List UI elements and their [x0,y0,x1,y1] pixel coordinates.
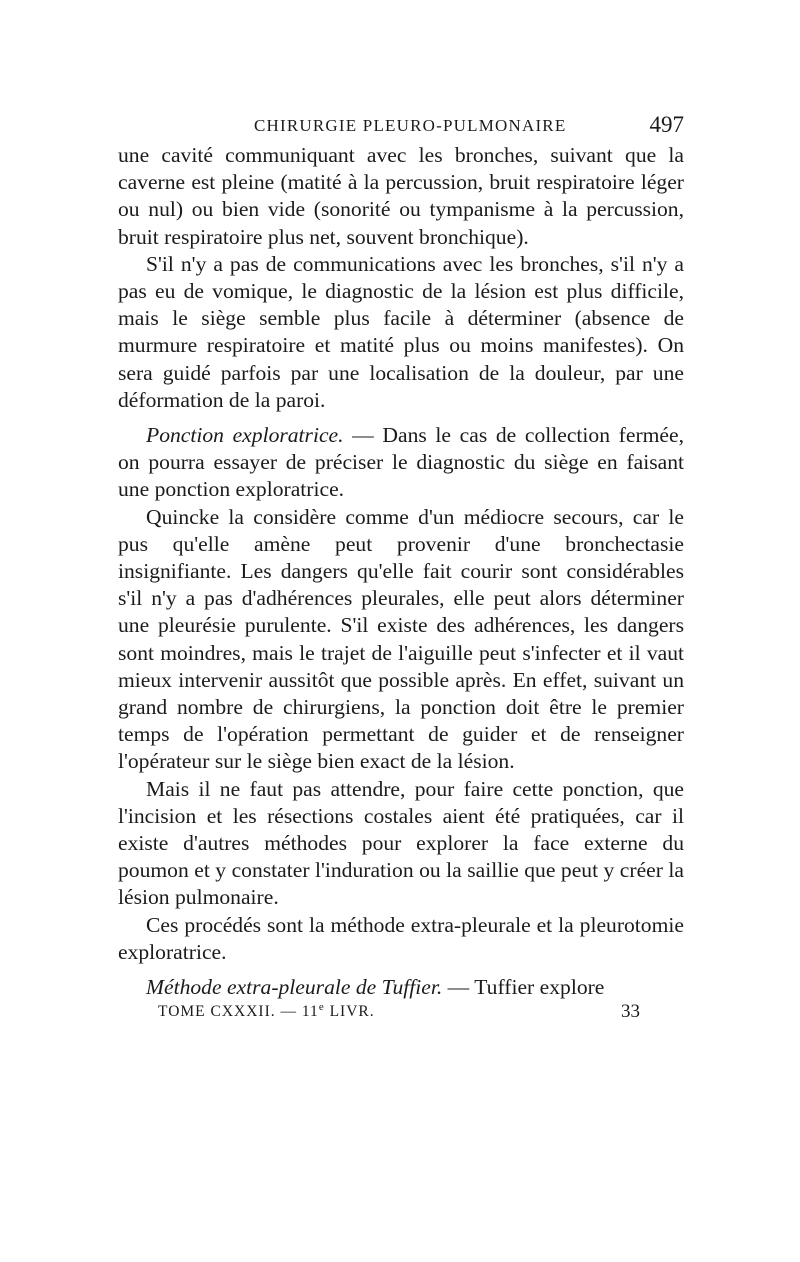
section-ponction [118,422,684,504]
paragraph-incision: Mais il ne faut pas attendre, pour faire cette ponction, que l'incision et les résections costales aient été pratiquées, car il existe d'autres méthodes pour explorer la face externe du poumon et y constater l'induration ou la saillie que peut y créer la lésion pulmonaire. [118,776,684,910]
running-head [118,112,684,142]
volume-line [158,1003,375,1021]
document-page [118,112,684,1027]
body-text [118,142,684,1001]
paragraph-communications: S'il n'y a pas de communications avec les bronches, s'il n'y a pas eu de vomique, le diagnostic de la lésion est plus difficile, mais le siège semble plus facile à déterminer (absence de murmure respiratoire et matité plus ou moins manifestes). On sera guidé parfois par une localisation de la douleur, par une déformation de la paroi. [118,251,684,412]
paragraph-procedes: Ces procédés sont la méthode extra-pleurale et la pleurotomie exploratrice. [118,912,684,964]
section-text-tuffier: — Tuffier explore [442,975,605,1000]
signature-mark: 33 [621,1001,640,1023]
section-text-ponction: — Dans le cas de collection fermée, on pourra essayer de préciser le diagnostic du siège en faisant une ponction exploratrice. [118,423,684,502]
section-heading-ponction: Ponction exploratrice. [146,423,344,448]
volume-prefix: TOME CXXXII. — 11 [158,1003,319,1021]
volume-suffix: LIVR. [324,1003,375,1021]
paragraph-continuation: une cavité communiquant avec les bronches, suivant que la caverne est pleine (matité à la percussion, bruit respiratoire léger ou nul) ou bien vide (sonorité ou tympanisme à la percussion, bruit respiratoire plus net, souvent bronchique). [118,143,684,249]
paragraph-quincke: Quincke la considère comme d'un médiocre secours, car le pus qu'elle amène peut provenir d'une bronchectasie insignifiante. Les dangers qu'elle fait courir sont considérables s'il n'y a pas d'adhérences pleurales, elle peut alors déterminer une pleurésie purulente. S'il existe des adhérences, les dangers sont moindres, mais le trajet de l'aiguille peut s'infecter et il vaut mieux intervenir aussitôt que possible après. En effet, suivant un grand nombre de chirurgiens, la ponction doit être le premier temps de l'opération permettant de guider et de renseigner l'opérateur sur le siège bien exact de la lésion. [118,504,684,774]
page-footer [118,1003,684,1027]
running-title: CHIRURGIE PLEURO-PULMONAIRE [254,116,567,135]
volume-superscript: e [318,1001,325,1014]
section-tuffier [118,974,684,1001]
section-heading-tuffier: Méthode extra-pleurale de Tuffier. [146,975,443,1000]
page-number: 497 [649,112,684,137]
